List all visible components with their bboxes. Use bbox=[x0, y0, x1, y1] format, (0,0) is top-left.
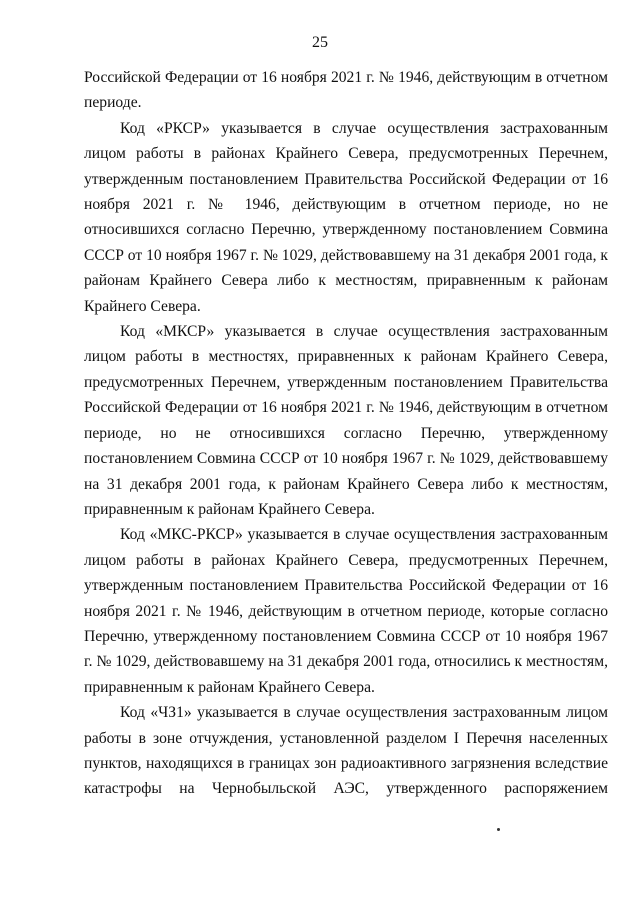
document-body bbox=[84, 65, 608, 802]
paragraph-continuation: Российской Федерации от 16 ноября 2021 г. № 1946, действующим в отчетном периоде. bbox=[84, 69, 608, 112]
paragraph-mks-rksr-code: Код «МКС-РКСР» указывается в случае осуществления застрахованным лицом работы в районах Крайнего Севера, предусмотренных Перечнем, утвержденным постановлением Правительства Российской Федерации от 16 ноября 2021 г. № 1946, действующим в отчетном периоде, которые согласно Перечню, утвержденному постановлением Совмина СССР от 10 ноября 1967 г. № 1029, действовавшему на 31 декабря 2001 года, относились к местностям, приравненным к районам Крайнего Севера. bbox=[84, 526, 608, 696]
paragraph-mksr-code: Код «МКСР» указывается в случае осуществления застрахованным лицом работы в местностях, приравненных к районам Крайнего Севера, предусмотренных Перечнем, утвержденным постановлением Правительства Российской Федерации от 16 ноября 2021 г. № 1946, действующим в отчетном периоде, но не относившихся согласно Перечню, утвержденному постановлением Совмина СССР от 10 ноября 1967 г. № 1029, действовавшему на 31 декабря 2001 года, к районам Крайнего Севера либо к местностям, приравненным к районам Крайнего Севера. bbox=[84, 323, 608, 518]
page-number: 25 bbox=[312, 34, 328, 51]
paragraph-rksr-code: Код «РКСР» указывается в случае осуществления застрахованным лицом работы в районах Крайнего Севера, предусмотренных Перечнем, утвержденным постановлением Правительства Российской Федерации от 16 ноября 2021 г. № 1946, действующим в отчетном периоде, но не относившихся согласно Перечню, утвержденному постановлением Совмина СССР от 10 ноября 1967 г. № 1029, действовавшему на 31 декабря 2001 года, к районам Крайнего Севера либо к местностям, приравненным к районам Крайнего Севера. bbox=[84, 119, 608, 315]
paragraph-chz1-code: Код «ЧЗ1» указывается в случае осуществления застрахованным лицом работы в зоне отчуждения, установленной разделом I Перечня населенных пунктов, находящихся в границах зон радиоактивного загрязнения вследствие катастрофы на Чернобыльской АЭС, утвержденного распоряжением bbox=[84, 704, 608, 798]
scan-speck bbox=[497, 828, 500, 831]
